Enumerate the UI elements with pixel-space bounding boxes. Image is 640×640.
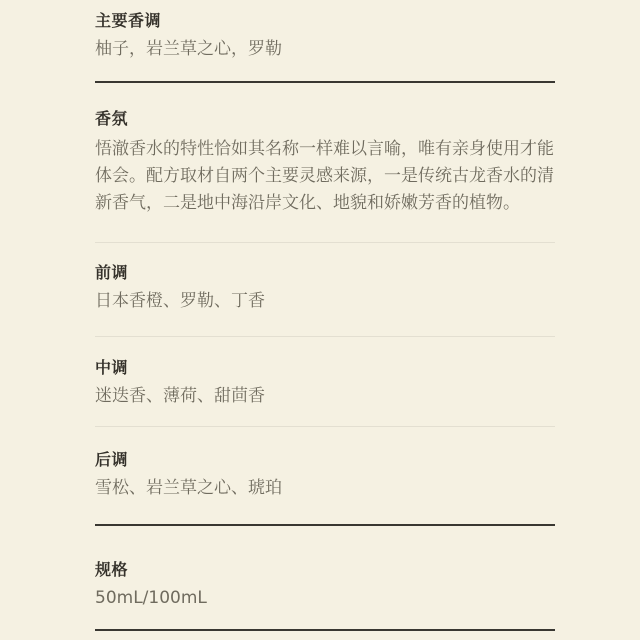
fragrance-title: 香氛 [95, 109, 129, 128]
section-specification [95, 559, 555, 609]
base-notes-value: 雪松、岩兰草之心、琥珀 [95, 478, 282, 498]
top-notes-value: 日本香橙、罗勒、丁香 [95, 291, 265, 311]
divider-after-specification [95, 629, 555, 631]
section-base-notes [95, 449, 555, 499]
specification-title: 规格 [95, 560, 129, 579]
middle-notes-value: 迷迭香、薄荷、甜茴香 [95, 386, 265, 406]
base-notes-title: 后调 [95, 450, 129, 469]
divider-after-main-accord [95, 81, 555, 83]
divider-after-top-notes [95, 336, 555, 337]
top-notes-title: 前调 [95, 263, 129, 282]
divider-after-base-notes [95, 524, 555, 526]
section-middle-notes [95, 357, 555, 407]
divider-after-middle-notes [95, 426, 555, 427]
section-fragrance [95, 108, 555, 217]
section-top-notes [95, 262, 555, 312]
fragrance-description: 悟澈香水的特性恰如其名称一样难以言喻，唯有亲身使用才能体会。配方取材自两个主要灵感来源，一是传统古龙香水的清新香气，二是地中海沿岸文化、地貌和娇嫩芳香的植物。 [95, 139, 554, 213]
divider-after-fragrance [95, 242, 555, 243]
main-accord-title: 主要香调 [95, 11, 162, 30]
middle-notes-title: 中调 [95, 358, 129, 377]
specification-value: 50mL/100mL [95, 588, 207, 608]
section-main-accord [95, 10, 555, 60]
main-accord-value: 柚子，岩兰草之心，罗勒 [95, 39, 282, 59]
